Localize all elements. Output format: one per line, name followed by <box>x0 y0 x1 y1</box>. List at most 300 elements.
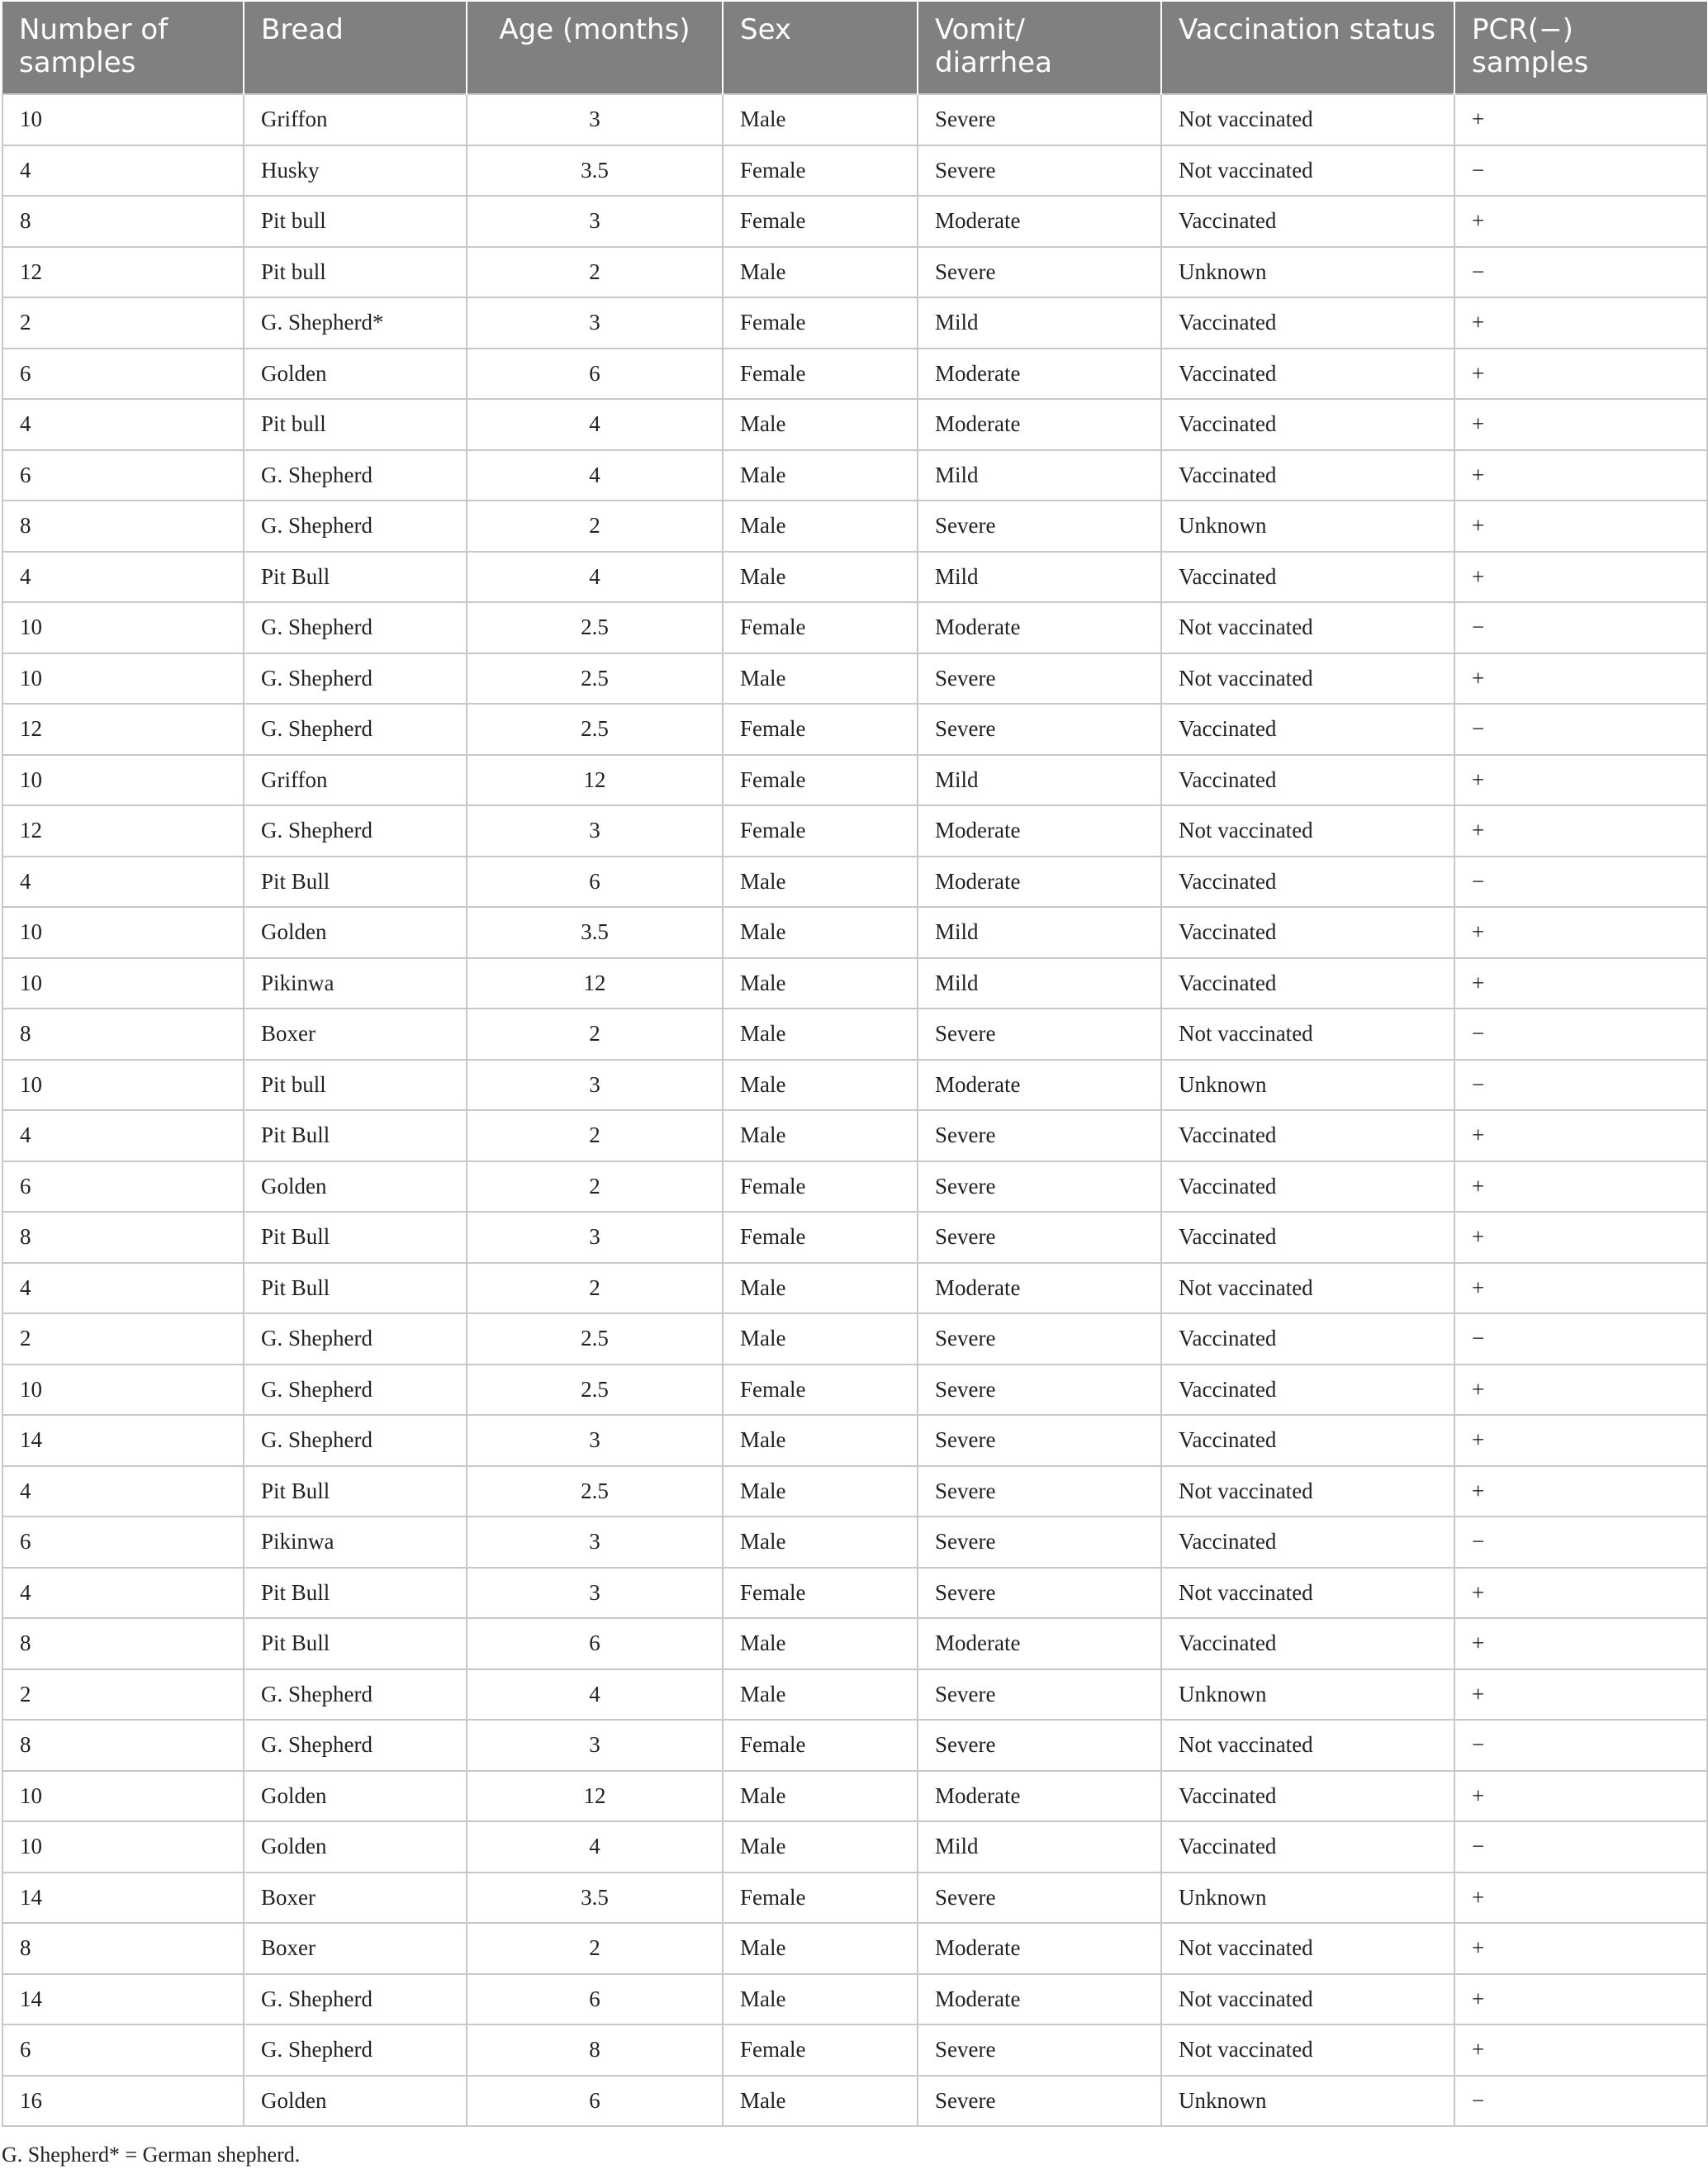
cell-pcr: + <box>1454 349 1707 400</box>
cell-age: 8 <box>467 2024 723 2076</box>
table-row <box>2 1669 1707 1721</box>
cell-vomit-diarrhea: Severe <box>918 704 1161 755</box>
cell-number-of-samples: 4 <box>2 1466 244 1517</box>
cell-pcr: + <box>1454 501 1707 552</box>
cell-sex: Female <box>723 805 918 857</box>
cell-bread: Pit bull <box>244 196 467 247</box>
header-row <box>2 2 1707 94</box>
cell-age: 2 <box>467 1923 723 1974</box>
cell-sex: Male <box>723 1771 918 1822</box>
cell-vaccination-status: Vaccinated <box>1161 1110 1454 1161</box>
table-row <box>2 1009 1707 1060</box>
cell-vomit-diarrhea: Severe <box>918 1161 1161 1213</box>
cell-vaccination-status: Vaccinated <box>1161 1365 1454 1416</box>
cell-bread: Golden <box>244 1821 467 1873</box>
cell-pcr: + <box>1454 1771 1707 1822</box>
cell-bread: Golden <box>244 907 467 958</box>
cell-number-of-samples: 14 <box>2 1415 244 1466</box>
cell-number-of-samples: 8 <box>2 501 244 552</box>
cell-vaccination-status: Vaccinated <box>1161 1517 1454 1568</box>
cell-pcr: + <box>1454 297 1707 349</box>
cell-pcr: + <box>1454 1161 1707 1213</box>
cell-vaccination-status: Not vaccinated <box>1161 2024 1454 2076</box>
cell-number-of-samples: 10 <box>2 1365 244 1416</box>
cell-vaccination-status: Vaccinated <box>1161 349 1454 400</box>
cell-number-of-samples: 2 <box>2 297 244 349</box>
cell-age: 2.5 <box>467 1313 723 1365</box>
cell-number-of-samples: 4 <box>2 552 244 603</box>
cell-sex: Male <box>723 907 918 958</box>
cell-vaccination-status: Vaccinated <box>1161 1313 1454 1365</box>
cell-number-of-samples: 8 <box>2 1212 244 1263</box>
cell-vomit-diarrhea: Severe <box>918 2076 1161 2127</box>
cell-vaccination-status: Vaccinated <box>1161 297 1454 349</box>
header-vomit-diarrhea: Vomit/ diarrhea <box>918 2 1161 94</box>
table-row <box>2 1110 1707 1161</box>
cell-number-of-samples: 12 <box>2 247 244 298</box>
table-row <box>2 1466 1707 1517</box>
table-row <box>2 2076 1707 2127</box>
cell-bread: G. Shepherd* <box>244 297 467 349</box>
cell-pcr: − <box>1454 1821 1707 1873</box>
cell-pcr: + <box>1454 1110 1707 1161</box>
cell-vaccination-status: Vaccinated <box>1161 552 1454 603</box>
cell-pcr: + <box>1454 907 1707 958</box>
cell-pcr: + <box>1454 1568 1707 1619</box>
cell-number-of-samples: 10 <box>2 907 244 958</box>
table-row <box>2 958 1707 1009</box>
cell-number-of-samples: 14 <box>2 1873 244 1924</box>
cell-vomit-diarrhea: Mild <box>918 297 1161 349</box>
cell-sex: Male <box>723 958 918 1009</box>
data-table <box>2 2 1708 2127</box>
cell-bread: Boxer <box>244 1009 467 1060</box>
cell-bread: Golden <box>244 349 467 400</box>
cell-age: 6 <box>467 857 723 908</box>
cell-age: 2.5 <box>467 1466 723 1517</box>
cell-number-of-samples: 10 <box>2 755 244 806</box>
table-row <box>2 1517 1707 1568</box>
cell-pcr: − <box>1454 2076 1707 2127</box>
cell-vaccination-status: Unknown <box>1161 501 1454 552</box>
cell-bread: Boxer <box>244 1873 467 1924</box>
table-row <box>2 94 1707 145</box>
table-row <box>2 1771 1707 1822</box>
cell-bread: G. Shepherd <box>244 805 467 857</box>
cell-age: 3.5 <box>467 1873 723 1924</box>
cell-number-of-samples: 14 <box>2 1974 244 2025</box>
cell-sex: Male <box>723 857 918 908</box>
cell-age: 2.5 <box>467 653 723 705</box>
cell-number-of-samples: 4 <box>2 1110 244 1161</box>
cell-vomit-diarrhea: Moderate <box>918 857 1161 908</box>
cell-vaccination-status: Not vaccinated <box>1161 1923 1454 1974</box>
table-row <box>2 1923 1707 1974</box>
cell-bread: G. Shepherd <box>244 450 467 501</box>
cell-pcr: − <box>1454 1517 1707 1568</box>
table-header <box>2 2 1707 94</box>
table-row <box>2 247 1707 298</box>
cell-pcr: − <box>1454 1313 1707 1365</box>
cell-vomit-diarrhea: Moderate <box>918 1060 1161 1111</box>
cell-vomit-diarrhea: Moderate <box>918 1618 1161 1669</box>
cell-bread: Griffon <box>244 94 467 145</box>
cell-vomit-diarrhea: Severe <box>918 1568 1161 1619</box>
cell-number-of-samples: 8 <box>2 196 244 247</box>
cell-pcr: + <box>1454 94 1707 145</box>
cell-age: 2 <box>467 247 723 298</box>
table-row <box>2 1415 1707 1466</box>
cell-age: 4 <box>467 1669 723 1721</box>
cell-vomit-diarrhea: Mild <box>918 1821 1161 1873</box>
cell-bread: Pikinwa <box>244 1517 467 1568</box>
cell-sex: Male <box>723 1974 918 2025</box>
cell-sex: Female <box>723 1720 918 1771</box>
cell-vaccination-status: Not vaccinated <box>1161 602 1454 653</box>
cell-bread: Pit Bull <box>244 1568 467 1619</box>
cell-vomit-diarrhea: Severe <box>918 1720 1161 1771</box>
cell-bread: G. Shepherd <box>244 2024 467 2076</box>
cell-pcr: + <box>1454 805 1707 857</box>
cell-sex: Male <box>723 1415 918 1466</box>
cell-age: 2 <box>467 1009 723 1060</box>
cell-bread: Golden <box>244 2076 467 2127</box>
cell-number-of-samples: 12 <box>2 805 244 857</box>
cell-sex: Male <box>723 1313 918 1365</box>
cell-number-of-samples: 10 <box>2 1821 244 1873</box>
cell-bread: Boxer <box>244 1923 467 1974</box>
cell-vaccination-status: Not vaccinated <box>1161 805 1454 857</box>
cell-vaccination-status: Not vaccinated <box>1161 1568 1454 1619</box>
table-row <box>2 1263 1707 1314</box>
table-row <box>2 1821 1707 1873</box>
cell-sex: Male <box>723 450 918 501</box>
cell-number-of-samples: 10 <box>2 602 244 653</box>
cell-number-of-samples: 12 <box>2 704 244 755</box>
cell-number-of-samples: 8 <box>2 1009 244 1060</box>
cell-vomit-diarrhea: Moderate <box>918 805 1161 857</box>
cell-pcr: − <box>1454 1009 1707 1060</box>
table-row <box>2 145 1707 197</box>
cell-vomit-diarrhea: Severe <box>918 1669 1161 1721</box>
cell-pcr: + <box>1454 1263 1707 1314</box>
cell-number-of-samples: 4 <box>2 1263 244 1314</box>
cell-vomit-diarrhea: Severe <box>918 247 1161 298</box>
cell-vomit-diarrhea: Severe <box>918 1313 1161 1365</box>
cell-age: 2 <box>467 501 723 552</box>
cell-vomit-diarrhea: Moderate <box>918 349 1161 400</box>
cell-age: 3 <box>467 805 723 857</box>
cell-vomit-diarrhea: Severe <box>918 1110 1161 1161</box>
cell-number-of-samples: 16 <box>2 2076 244 2127</box>
cell-vomit-diarrhea: Severe <box>918 1873 1161 1924</box>
cell-age: 2 <box>467 1263 723 1314</box>
cell-bread: G. Shepherd <box>244 1415 467 1466</box>
cell-sex: Male <box>723 501 918 552</box>
table-footnote: G. Shepherd* = German shepherd. <box>2 2143 301 2167</box>
cell-age: 4 <box>467 1821 723 1873</box>
cell-bread: Pit Bull <box>244 1110 467 1161</box>
cell-vaccination-status: Not vaccinated <box>1161 94 1454 145</box>
table-row <box>2 653 1707 705</box>
cell-sex: Male <box>723 653 918 705</box>
cell-bread: G. Shepherd <box>244 602 467 653</box>
cell-age: 3 <box>467 1517 723 1568</box>
table-row <box>2 1212 1707 1263</box>
cell-pcr: + <box>1454 755 1707 806</box>
cell-vomit-diarrhea: Severe <box>918 145 1161 197</box>
header-number-of-samples: Number of samples <box>2 2 244 94</box>
cell-pcr: + <box>1454 1466 1707 1517</box>
header-vaccination-status: Vaccination status <box>1161 2 1454 94</box>
cell-age: 3 <box>467 1212 723 1263</box>
cell-vomit-diarrhea: Moderate <box>918 399 1161 450</box>
header-sex: Sex <box>723 2 918 94</box>
cell-vomit-diarrhea: Severe <box>918 1466 1161 1517</box>
cell-bread: G. Shepherd <box>244 704 467 755</box>
cell-vomit-diarrhea: Severe <box>918 653 1161 705</box>
table-row <box>2 399 1707 450</box>
cell-vaccination-status: Vaccinated <box>1161 704 1454 755</box>
cell-vomit-diarrhea: Mild <box>918 552 1161 603</box>
cell-vomit-diarrhea: Moderate <box>918 1923 1161 1974</box>
cell-pcr: + <box>1454 450 1707 501</box>
cell-vomit-diarrhea: Severe <box>918 501 1161 552</box>
cell-number-of-samples: 4 <box>2 399 244 450</box>
cell-sex: Male <box>723 1923 918 1974</box>
cell-number-of-samples: 4 <box>2 857 244 908</box>
cell-number-of-samples: 8 <box>2 1618 244 1669</box>
cell-number-of-samples: 6 <box>2 2024 244 2076</box>
table-row <box>2 755 1707 806</box>
cell-sex: Male <box>723 1263 918 1314</box>
cell-vomit-diarrhea: Moderate <box>918 1974 1161 2025</box>
cell-vomit-diarrhea: Severe <box>918 2024 1161 2076</box>
cell-sex: Male <box>723 1517 918 1568</box>
cell-vomit-diarrhea: Severe <box>918 1009 1161 1060</box>
cell-age: 3 <box>467 94 723 145</box>
cell-pcr: + <box>1454 2024 1707 2076</box>
cell-age: 4 <box>467 552 723 603</box>
cell-sex: Male <box>723 94 918 145</box>
cell-number-of-samples: 6 <box>2 450 244 501</box>
cell-vaccination-status: Not vaccinated <box>1161 145 1454 197</box>
cell-vaccination-status: Unknown <box>1161 1060 1454 1111</box>
cell-vomit-diarrhea: Mild <box>918 450 1161 501</box>
cell-number-of-samples: 10 <box>2 1060 244 1111</box>
table-row <box>2 552 1707 603</box>
cell-pcr: − <box>1454 1720 1707 1771</box>
table-row <box>2 1873 1707 1924</box>
header-bread: Bread <box>244 2 467 94</box>
cell-vomit-diarrhea: Moderate <box>918 602 1161 653</box>
cell-pcr: − <box>1454 247 1707 298</box>
cell-number-of-samples: 6 <box>2 1161 244 1213</box>
cell-vaccination-status: Unknown <box>1161 247 1454 298</box>
cell-pcr: − <box>1454 857 1707 908</box>
cell-age: 3 <box>467 1060 723 1111</box>
cell-bread: G. Shepherd <box>244 1720 467 1771</box>
cell-age: 4 <box>467 399 723 450</box>
cell-vomit-diarrhea: Severe <box>918 1365 1161 1416</box>
cell-sex: Male <box>723 247 918 298</box>
cell-number-of-samples: 4 <box>2 145 244 197</box>
cell-pcr: − <box>1454 145 1707 197</box>
cell-bread: Pit Bull <box>244 552 467 603</box>
cell-bread: G. Shepherd <box>244 501 467 552</box>
cell-pcr: + <box>1454 958 1707 1009</box>
cell-vaccination-status: Vaccinated <box>1161 196 1454 247</box>
table-row <box>2 1313 1707 1365</box>
cell-vaccination-status: Vaccinated <box>1161 399 1454 450</box>
cell-vaccination-status: Not vaccinated <box>1161 1466 1454 1517</box>
cell-vaccination-status: Vaccinated <box>1161 1212 1454 1263</box>
cell-sex: Male <box>723 1466 918 1517</box>
cell-pcr: + <box>1454 1923 1707 1974</box>
cell-bread: Pit Bull <box>244 1466 467 1517</box>
cell-vaccination-status: Not vaccinated <box>1161 1974 1454 2025</box>
cell-pcr: − <box>1454 704 1707 755</box>
cell-vomit-diarrhea: Moderate <box>918 1771 1161 1822</box>
cell-age: 6 <box>467 1618 723 1669</box>
cell-age: 3 <box>467 1568 723 1619</box>
cell-number-of-samples: 10 <box>2 1771 244 1822</box>
cell-age: 3.5 <box>467 145 723 197</box>
cell-vomit-diarrhea: Mild <box>918 907 1161 958</box>
cell-vomit-diarrhea: Severe <box>918 1517 1161 1568</box>
table-row <box>2 704 1707 755</box>
cell-sex: Female <box>723 755 918 806</box>
cell-vomit-diarrhea: Moderate <box>918 1263 1161 1314</box>
cell-age: 12 <box>467 958 723 1009</box>
cell-number-of-samples: 8 <box>2 1923 244 1974</box>
cell-bread: Golden <box>244 1161 467 1213</box>
cell-sex: Male <box>723 2076 918 2127</box>
cell-vomit-diarrhea: Mild <box>918 755 1161 806</box>
cell-age: 2.5 <box>467 602 723 653</box>
cell-vaccination-status: Vaccinated <box>1161 1161 1454 1213</box>
table-row <box>2 450 1707 501</box>
cell-pcr: + <box>1454 653 1707 705</box>
cell-sex: Female <box>723 1365 918 1416</box>
cell-vomit-diarrhea: Mild <box>918 958 1161 1009</box>
cell-sex: Male <box>723 399 918 450</box>
cell-age: 6 <box>467 2076 723 2127</box>
cell-number-of-samples: 10 <box>2 958 244 1009</box>
table-row <box>2 349 1707 400</box>
cell-pcr: + <box>1454 1669 1707 1721</box>
cell-age: 6 <box>467 349 723 400</box>
cell-age: 3 <box>467 196 723 247</box>
table-row <box>2 501 1707 552</box>
cell-number-of-samples: 6 <box>2 1517 244 1568</box>
cell-bread: Pit Bull <box>244 1618 467 1669</box>
cell-age: 12 <box>467 1771 723 1822</box>
table-row <box>2 2024 1707 2076</box>
cell-age: 2 <box>467 1110 723 1161</box>
cell-sex: Female <box>723 1212 918 1263</box>
cell-sex: Female <box>723 2024 918 2076</box>
cell-bread: G. Shepherd <box>244 1313 467 1365</box>
cell-pcr: − <box>1454 1060 1707 1111</box>
cell-sex: Male <box>723 1060 918 1111</box>
cell-vomit-diarrhea: Severe <box>918 94 1161 145</box>
cell-vomit-diarrhea: Severe <box>918 1212 1161 1263</box>
cell-vomit-diarrhea: Severe <box>918 1415 1161 1466</box>
cell-sex: Female <box>723 349 918 400</box>
cell-vaccination-status: Not vaccinated <box>1161 1009 1454 1060</box>
cell-bread: G. Shepherd <box>244 653 467 705</box>
table-row <box>2 1720 1707 1771</box>
cell-number-of-samples: 10 <box>2 653 244 705</box>
cell-age: 4 <box>467 450 723 501</box>
cell-pcr: + <box>1454 1212 1707 1263</box>
cell-vaccination-status: Vaccinated <box>1161 755 1454 806</box>
cell-sex: Female <box>723 1568 918 1619</box>
cell-sex: Male <box>723 1110 918 1161</box>
table-row <box>2 602 1707 653</box>
header-age-months: Age (months) <box>467 2 723 94</box>
cell-number-of-samples: 2 <box>2 1669 244 1721</box>
cell-pcr: + <box>1454 399 1707 450</box>
cell-bread: Pit Bull <box>244 857 467 908</box>
cell-bread: Pit bull <box>244 1060 467 1111</box>
cell-age: 3 <box>467 297 723 349</box>
cell-bread: G. Shepherd <box>244 1974 467 2025</box>
cell-age: 2 <box>467 1161 723 1213</box>
table-row <box>2 857 1707 908</box>
cell-vaccination-status: Vaccinated <box>1161 1821 1454 1873</box>
cell-vomit-diarrhea: Moderate <box>918 196 1161 247</box>
cell-sex: Female <box>723 602 918 653</box>
table-row <box>2 907 1707 958</box>
cell-sex: Female <box>723 145 918 197</box>
table-row <box>2 1060 1707 1111</box>
cell-vaccination-status: Not vaccinated <box>1161 653 1454 705</box>
table-row <box>2 1365 1707 1416</box>
cell-number-of-samples: 2 <box>2 1313 244 1365</box>
cell-age: 2.5 <box>467 1365 723 1416</box>
cell-age: 3 <box>467 1415 723 1466</box>
table-row <box>2 805 1707 857</box>
table-row <box>2 297 1707 349</box>
cell-number-of-samples: 4 <box>2 1568 244 1619</box>
table-body <box>2 94 1707 2126</box>
cell-pcr: + <box>1454 1365 1707 1416</box>
cell-sex: Female <box>723 1873 918 1924</box>
cell-sex: Female <box>723 196 918 247</box>
cell-vaccination-status: Vaccinated <box>1161 958 1454 1009</box>
cell-bread: Husky <box>244 145 467 197</box>
cell-sex: Female <box>723 704 918 755</box>
cell-vaccination-status: Unknown <box>1161 1669 1454 1721</box>
cell-vaccination-status: Vaccinated <box>1161 1771 1454 1822</box>
cell-sex: Male <box>723 1009 918 1060</box>
table-container <box>2 2 1706 2127</box>
cell-sex: Male <box>723 1618 918 1669</box>
cell-vaccination-status: Vaccinated <box>1161 1415 1454 1466</box>
cell-pcr: + <box>1454 552 1707 603</box>
table-row <box>2 1618 1707 1669</box>
cell-sex: Female <box>723 297 918 349</box>
cell-bread: Griffon <box>244 755 467 806</box>
cell-age: 3.5 <box>467 907 723 958</box>
cell-pcr: + <box>1454 1873 1707 1924</box>
cell-sex: Male <box>723 552 918 603</box>
cell-number-of-samples: 6 <box>2 349 244 400</box>
cell-sex: Male <box>723 1669 918 1721</box>
cell-vaccination-status: Vaccinated <box>1161 450 1454 501</box>
